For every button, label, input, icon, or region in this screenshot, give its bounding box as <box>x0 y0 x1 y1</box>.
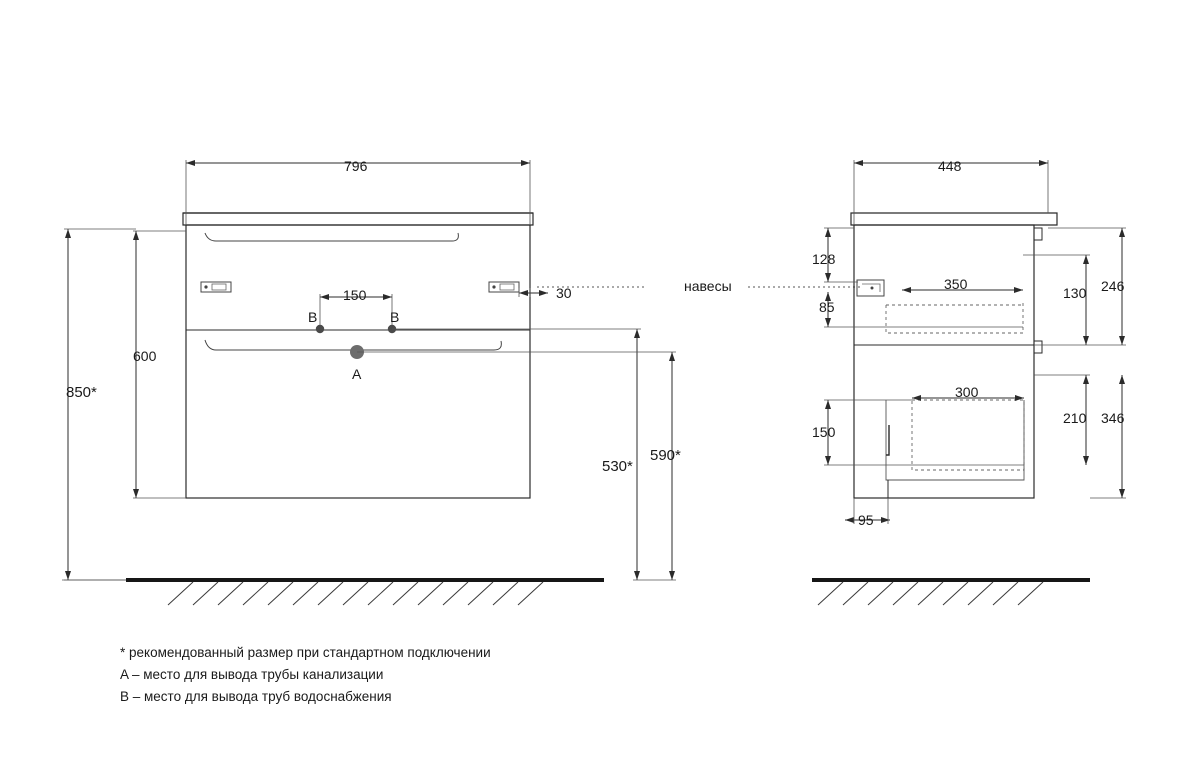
note-line-1: * рекомендованный размер при стандартном подключении <box>120 645 491 660</box>
marker-label-water-left: B <box>308 309 318 325</box>
front-view-group <box>62 160 676 605</box>
dim-label-796: 796 <box>344 158 368 174</box>
side-lower-drawer-outline <box>886 400 1024 480</box>
front-floor <box>126 578 604 582</box>
dim-label-530: 530* <box>602 458 633 475</box>
side-view-group <box>812 160 1126 605</box>
marker-water-left <box>316 325 324 333</box>
dim-label-346: 346 <box>1101 410 1125 426</box>
front-floor-hatching <box>168 582 543 605</box>
hangers-callout-label: навесы <box>684 278 732 294</box>
side-floor-hatching <box>818 582 1043 605</box>
side-lower-drawer-box <box>912 400 1024 470</box>
dim-label-128: 128 <box>812 251 836 267</box>
dim-label-850: 850* <box>66 384 97 401</box>
dim-label-210: 210 <box>1063 410 1087 426</box>
dim-label-150: 150 <box>343 287 367 303</box>
front-hanger-right-icon <box>489 282 519 292</box>
dim-label-246: 246 <box>1101 278 1125 294</box>
dim-label-600: 600 <box>133 348 157 364</box>
front-countertop <box>183 213 533 225</box>
marker-label-water-right: B <box>390 309 400 325</box>
dim-label-85: 85 <box>819 299 835 315</box>
front-cabinet-body <box>186 225 530 498</box>
side-cabinet-body <box>854 225 1034 498</box>
front-hanger-left-icon <box>201 282 231 292</box>
side-hanger-icon <box>857 280 884 296</box>
side-lower-handle-profile <box>1034 341 1042 353</box>
note-line-3: B – место для вывода труб водоснабжения <box>120 689 392 704</box>
front-upper-handle <box>205 233 458 241</box>
dim-label-95: 95 <box>858 512 874 528</box>
dim-label-590: 590* <box>650 447 681 464</box>
side-countertop <box>851 213 1057 225</box>
dim-label-350: 350 <box>944 276 968 292</box>
dim-label-30: 30 <box>556 285 572 301</box>
dim-label-300: 300 <box>955 384 979 400</box>
note-line-2: A – место для вывода трубы канализации <box>120 667 384 682</box>
dim-label-130: 130 <box>1063 285 1087 301</box>
dim-label-150-side: 150 <box>812 424 836 440</box>
side-upper-handle-profile <box>1034 228 1042 240</box>
marker-label-sewer: A <box>352 366 362 382</box>
dim-label-448: 448 <box>938 158 962 174</box>
side-floor <box>812 578 1090 582</box>
